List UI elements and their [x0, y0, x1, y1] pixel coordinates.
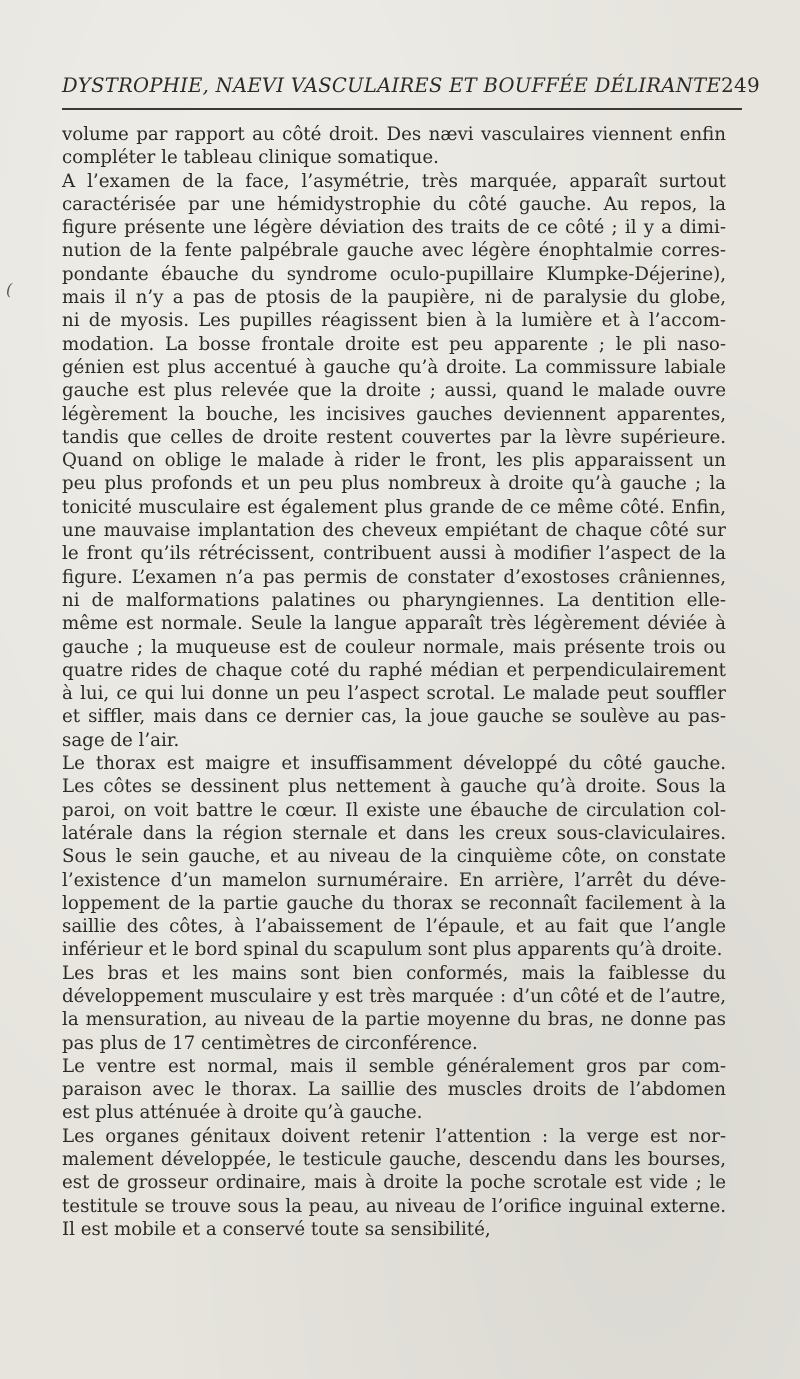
text-line: ni de malformations palatines ou pharyngiennes. La dentition elle-	[62, 589, 726, 611]
text-line: génien est plus accentué à gauche qu’à droite. La commissure labiale	[62, 356, 726, 378]
text-line: la mensuration, au niveau de la partie moyenne du bras, ne donne pas	[62, 1009, 726, 1031]
text-line: saillie des côtes, à l’abaissement de l’épaule, et au fait que l’angle	[62, 916, 726, 938]
text-line: pas plus de 17 centimètres de circonférence.	[62, 1032, 478, 1054]
text-line: Les organes génitaux doivent retenir l’attention : la verge est nor-	[62, 1125, 726, 1147]
running-head	[62, 73, 761, 103]
text-line: et siffler, mais dans ce dernier cas, la joue gauche se soulève au pas-	[62, 706, 726, 728]
text-line: malement développée, le testicule gauche, descendu dans les bourses,	[62, 1149, 726, 1171]
body-text	[62, 123, 726, 1241]
text-line: figure présente une légère déviation des traits de ce côté ; il y a dimi-	[62, 217, 726, 239]
text-line: testitule se trouve sous la peau, au niveau de l’orifice inguinal externe.	[62, 1195, 726, 1217]
text-line: Le thorax est maigre et insuffisamment développé du côté gauche.	[62, 753, 726, 775]
text-line: à lui, ce qui lui donne un peu l’aspect scrotal. Le malade peut souffler	[62, 683, 726, 705]
text-line: développement musculaire y est très marquée : d’un côté et de l’autre,	[62, 985, 726, 1007]
text-line: paroi, on voit battre le cœur. Il existe une ébauche de circulation col-	[62, 799, 726, 821]
text-line: Les côtes se dessinent plus nettement à gauche qu’à droite. Sous la	[62, 776, 726, 798]
text-line: Les bras et les mains sont bien conformés, mais la faiblesse du	[62, 962, 726, 984]
text-line: quatre rides de chaque coté du raphé médian et perpendiculairement	[62, 659, 726, 681]
text-line: légèrement la bouche, les incisives gauches deviennent apparentes,	[62, 403, 726, 425]
text-line: peu plus profonds et un peu plus nombreux à droite qu’à gauche ; la	[62, 473, 726, 495]
text-line: même est normale. Seule la langue apparaît très légèrement déviée à	[62, 613, 726, 635]
text-line: sage de l’air.	[62, 729, 180, 751]
text-line: Quand on oblige le malade à rider le front, les plis apparaissent un	[62, 450, 726, 472]
text-line: Le ventre est normal, mais il semble généralement gros par com-	[62, 1055, 726, 1077]
text-line: nution de la fente palpébrale gauche avec légère énophtalmie corres-	[62, 240, 726, 262]
text-line: compléter le tableau clinique somatique.	[62, 147, 439, 169]
text-line: l’existence d’un mamelon surnuméraire. En arrière, l’arrêt du déve-	[62, 869, 726, 891]
text-line: Sous le sein gauche, et au niveau de la cinquième côte, on constate	[62, 846, 726, 868]
text-line: est plus atténuée à droite qu’à gauche.	[62, 1102, 423, 1124]
text-line: inférieur et le bord spinal du scapulum sont plus apparents qu’à droite.	[62, 939, 723, 961]
text-line: pondante ébauche du syndrome oculo-pupillaire Klumpke-Déjerine),	[62, 263, 726, 285]
text-line: une mauvaise implantation des cheveux empiétant de chaque côté sur	[62, 520, 726, 542]
text-line: loppement de la partie gauche du thorax se reconnaît facilement à la	[62, 892, 726, 914]
header-rule	[62, 108, 742, 110]
text-line: gauche ; la muqueuse est de couleur normale, mais présente trois ou	[62, 636, 726, 658]
text-line: gauche est plus relevée que la droite ; aussi, quand le malade ouvre	[62, 380, 726, 402]
text-line: latérale dans la région sternale et dans les creux sous-claviculaires.	[62, 822, 726, 844]
text-line: modation. La bosse frontale droite est peu apparente ; le pli naso-	[62, 333, 726, 355]
text-line: tonicité musculaire est également plus grande de ce même côté. Enfin,	[62, 496, 726, 518]
text-line: volume par rapport au côté droit. Des nævi vasculaires viennent enfin	[62, 124, 726, 145]
text-line: Il est mobile et a conservé toute sa sensibilité,	[62, 1218, 491, 1240]
text-line: caractérisée par une hémidystrophie du côté gauche. Au repos, la	[62, 193, 726, 215]
text-line: tandis que celles de droite restent couvertes par la lèvre supérieure.	[62, 426, 726, 448]
text-line: le front qu’ils rétrécissent, contribuent aussi à modifier l’aspect de la	[62, 543, 726, 565]
text-line: paraison avec le thorax. La saillie des muscles droits de l’abdomen	[62, 1079, 726, 1101]
text-line: ni de myosis. Les pupilles réagissent bien à la lumière et à l’accom-	[62, 310, 726, 332]
text-line: A l’examen de la face, l’asymétrie, très marquée, apparaît surtout	[62, 170, 726, 192]
running-head-title: DYSTROPHIE, NAEVI VASCULAIRES ET BOUFFÉE DÉLIRANTE	[62, 74, 721, 97]
margin-mark: (	[6, 280, 13, 299]
page-number: 249	[721, 73, 761, 97]
text-line: figure. L’examen n’a pas permis de constater d’exostoses crâniennes,	[62, 566, 726, 588]
text-line: mais il n’y a pas de ptosis de la paupière, ni de paralysie du globe,	[62, 287, 726, 309]
text-line: est de grosseur ordinaire, mais à droite la poche scrotale est vide ; le	[62, 1172, 726, 1194]
